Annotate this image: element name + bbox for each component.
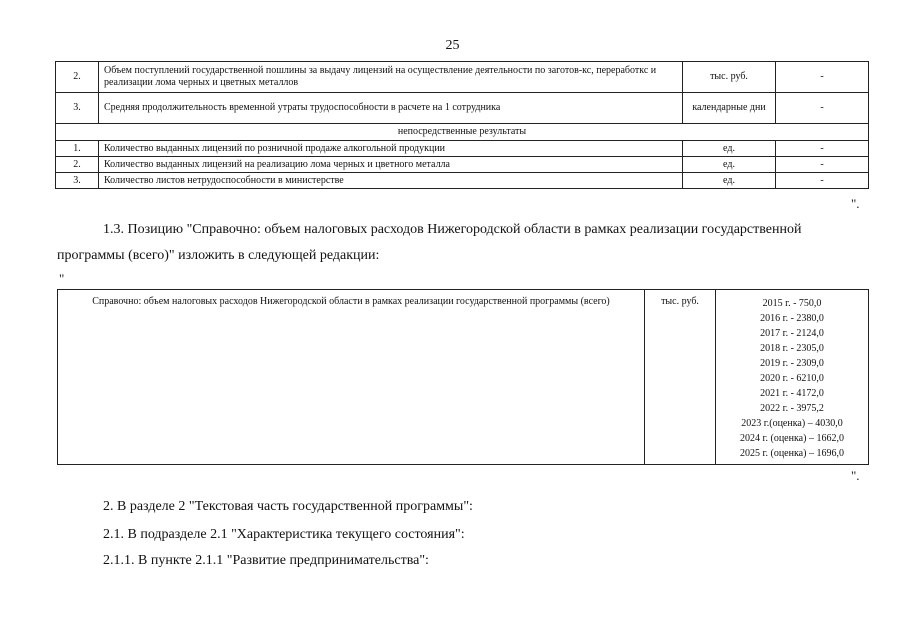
closing-quote: ".: [851, 468, 860, 483]
year-value: 2020 г. - 6210,0: [760, 373, 824, 384]
table-row: [56, 157, 869, 173]
paragraph-1-3-line-1: 1.3. Позицию "Справочно: объем налоговых расходов Нижегородской области в рамках реализации государственной: [103, 222, 802, 237]
table-row: [56, 93, 869, 124]
year-value: 2019 г. - 2309,0: [760, 358, 824, 369]
row-number: 3.: [56, 93, 99, 124]
year-value: 2016 г. - 2380,0: [760, 313, 824, 324]
result-name: Количество выданных лицензий на реализацию лома черных и цветного металла: [99, 157, 683, 173]
section-title: непосредственные результаты: [56, 124, 869, 141]
result-value: -: [776, 141, 869, 157]
result-name: Количество выданных лицензий по розничной продаже алкогольной продукции: [99, 141, 683, 157]
indicator-unit: календарные дни: [683, 93, 776, 124]
reference-label: Справочно: объем налоговых расходов Нижегородской области в рамках реализации государственной программы (всего): [58, 290, 645, 465]
year-value: 2023 г.(оценка) – 4030,0: [741, 418, 843, 429]
year-value: 2017 г. - 2124,0: [760, 328, 824, 339]
result-value: -: [776, 173, 869, 189]
paragraph-2: 2. В разделе 2 "Текстовая часть государственной программы":: [103, 499, 473, 514]
closing-quote: ".: [851, 196, 860, 211]
indicator-value: -: [776, 93, 869, 124]
result-value: -: [776, 157, 869, 173]
row-number: 2.: [56, 157, 99, 173]
result-unit: ед.: [683, 157, 776, 173]
row-number: 1.: [56, 141, 99, 157]
indicator-table: [55, 61, 869, 189]
indicator-name: Объем поступлений государственной пошлины за выдачу лицензий на осуществление деятельности по заготов-кс, переработкс и реализации лома черных и цветных металлов: [99, 62, 683, 93]
year-value: 2025 г. (оценка) – 1696,0: [740, 448, 844, 459]
year-value: 2021 г. - 4172,0: [760, 388, 824, 399]
indicator-unit: тыс. руб.: [683, 62, 776, 93]
reference-table: [57, 289, 869, 465]
reference-unit: тыс. руб.: [645, 290, 716, 465]
opening-quote: ": [59, 271, 65, 286]
reference-years: [716, 290, 869, 465]
row-number: 2.: [56, 62, 99, 93]
table-row: [56, 62, 869, 93]
result-unit: ед.: [683, 141, 776, 157]
row-number: 3.: [56, 173, 99, 189]
table-row: [56, 173, 869, 189]
table-row: [56, 141, 869, 157]
year-value: 2015 г. - 750,0: [762, 298, 822, 309]
paragraph-1-3-line-2: программы (всего)" изложить в следующей редакции:: [57, 248, 380, 263]
result-unit: ед.: [683, 173, 776, 189]
paragraph-2-1: 2.1. В подразделе 2.1 "Характеристика текущего состояния":: [103, 527, 465, 542]
page-number: 25: [445, 38, 460, 53]
indicator-value: -: [776, 62, 869, 93]
table-row: [58, 290, 869, 465]
section-row: [56, 124, 869, 141]
result-name: Количество листов нетрудоспособности в министерстве: [99, 173, 683, 189]
year-value: 2018 г. - 2305,0: [760, 343, 824, 354]
year-value: 2024 г. (оценка) – 1662,0: [740, 433, 844, 444]
paragraph-2-1-1: 2.1.1. В пункте 2.1.1 "Развитие предпринимательства":: [103, 553, 429, 568]
indicator-name: Средняя продолжительность временной утраты трудоспособности в расчете на 1 сотрудника: [99, 93, 683, 124]
year-value: 2022 г. - 3975,2: [760, 403, 824, 414]
